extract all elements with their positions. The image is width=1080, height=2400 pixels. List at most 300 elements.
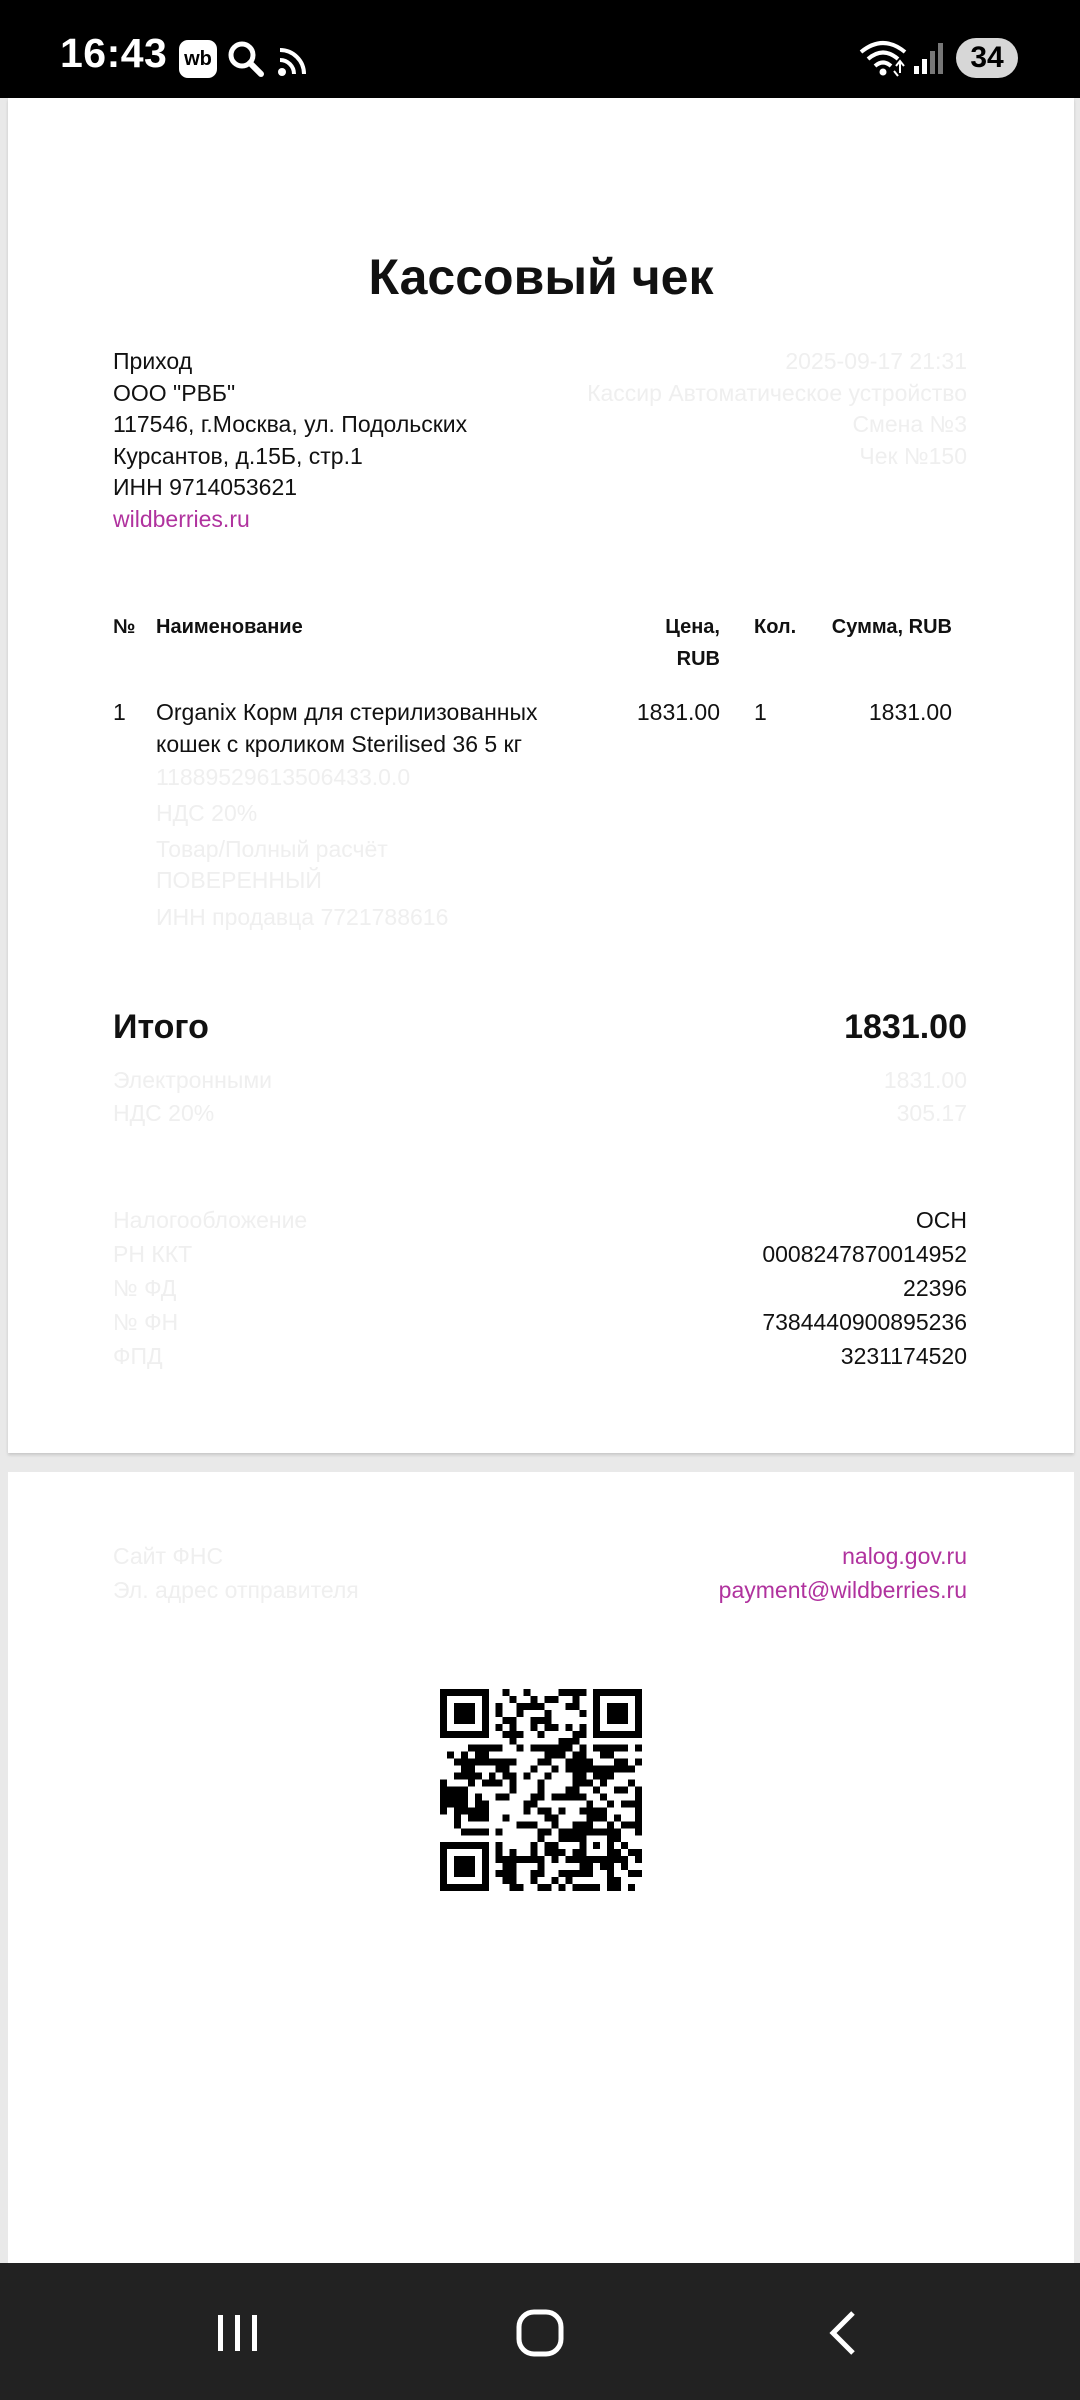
fns-site-link[interactable]: nalog.gov.ru [842,1543,967,1569]
qr-module [454,1710,461,1717]
qr-module [468,1863,475,1870]
qr-module [551,1724,558,1731]
qr-module [600,1731,607,1738]
fiscal-info [113,1203,967,1373]
qr-module [503,1773,510,1780]
qr-module [607,1842,614,1849]
qr-module [489,1745,496,1752]
qr-module [461,1787,468,1794]
seller-site-link[interactable]: wildberries.ru [113,505,250,532]
qr-module [482,1800,489,1807]
qr-module [628,1884,635,1891]
qr-module [440,1703,447,1710]
qr-module [558,1793,565,1800]
qr-module [510,1870,517,1877]
qr-module [551,1696,558,1703]
qr-module [565,1766,572,1773]
qr-module [607,1863,614,1870]
qr-module [468,1731,475,1738]
fn-row [113,1305,967,1339]
qr-module [482,1870,489,1877]
qr-module [593,1766,600,1773]
qr-module [524,1703,531,1710]
qr-module [503,1877,510,1884]
qr-module [454,1703,461,1710]
qr-module [565,1870,572,1877]
qr-module [579,1724,586,1731]
qr-module [440,1780,447,1787]
qr-module [461,1717,468,1724]
qr-module [572,1793,579,1800]
qr-module [440,1710,447,1717]
qr-module [475,1828,482,1835]
item-name-line1: Organix Корм для стерилизованных [156,699,538,725]
qr-module [593,1787,600,1794]
qr-module [572,1766,579,1773]
receipt-meta [587,346,967,472]
qr-module [475,1689,482,1696]
taxation-label: Налогообложение [113,1207,308,1233]
qr-module [510,1877,517,1884]
qr-module [635,1821,642,1828]
recent-apps-icon[interactable] [208,2303,268,2363]
qr-module [558,1884,565,1891]
qr-module [600,1793,607,1800]
qr-module [510,1849,517,1856]
qr-module [475,1745,482,1752]
qr-module [482,1814,489,1821]
qr-module [635,1800,642,1807]
seller-info [113,346,467,535]
qr-module [468,1759,475,1766]
qr-module [593,1696,600,1703]
qr-module [544,1745,551,1752]
qr-module [579,1807,586,1814]
qr-module [468,1703,475,1710]
qr-module [558,1828,565,1835]
qr-module [565,1877,572,1884]
qr-module [482,1724,489,1731]
qr-module [468,1717,475,1724]
qr-module [565,1724,572,1731]
qr-module [461,1870,468,1877]
qr-module [503,1731,510,1738]
qr-module [447,1689,454,1696]
qr-module [482,1696,489,1703]
qr-module [531,1800,538,1807]
electronic-label: Электронными [113,1067,273,1093]
qr-module [461,1807,468,1814]
qr-module [586,1800,593,1807]
qr-module [593,1703,600,1710]
qr-module [635,1849,642,1856]
qr-module [524,1773,531,1780]
qr-module [586,1814,593,1821]
qr-module [635,1724,642,1731]
qr-module [600,1752,607,1759]
status-bar [0,0,1080,98]
qr-module [544,1724,551,1731]
qr-module [628,1766,635,1773]
fn-value: 7384440900895236 [762,1309,967,1335]
item-num: 1 [113,699,126,725]
qr-module [440,1731,447,1738]
qr-module [565,1738,572,1745]
qr-module [454,1856,461,1863]
qr-module [572,1870,579,1877]
qr-module [447,1793,454,1800]
qr-module [565,1703,572,1710]
qr-module [593,1814,600,1821]
qr-module [440,1689,447,1696]
qr-module [614,1766,621,1773]
seller-company: ООО "РВБ" [113,379,236,406]
qr-module [531,1877,538,1884]
qr-module [635,1856,642,1863]
qr-module [558,1870,565,1877]
qr-module [454,1717,461,1724]
qr-module [496,1828,503,1835]
qr-module [538,1793,545,1800]
taxation-row [113,1203,967,1237]
qr-module [635,1696,642,1703]
qr-module [454,1689,461,1696]
operation-type: Приход [113,348,193,374]
qr-module [454,1731,461,1738]
qr-module [586,1863,593,1870]
check-number: Чек №150 [859,442,967,469]
qr-module [482,1731,489,1738]
sender-email-row [113,1573,967,1607]
qr-module [551,1745,558,1752]
qr-module [607,1703,614,1710]
qr-module [579,1766,586,1773]
qr-module [607,1773,614,1780]
qr-module [614,1856,621,1863]
qr-module [579,1731,586,1738]
qr-module [621,1745,628,1752]
qr-module [531,1766,538,1773]
qr-module [579,1752,586,1759]
qr-module [586,1821,593,1828]
sender-email-label: Эл. адрес отправителя [113,1577,359,1603]
qr-module [489,1773,496,1780]
qr-module [510,1731,517,1738]
qr-module [614,1759,621,1766]
qr-module [558,1745,565,1752]
qr-module [544,1828,551,1835]
qr-module [440,1800,447,1807]
qr-module [468,1710,475,1717]
qr-module [496,1793,503,1800]
qr-module [461,1800,468,1807]
electronic-value: 1831.00 [883,1067,967,1093]
qr-module [607,1884,614,1891]
qr-module [531,1745,538,1752]
qr-module [586,1766,593,1773]
qr-module [461,1710,468,1717]
qr-module [635,1703,642,1710]
qr-module [538,1745,545,1752]
qr-module [503,1814,510,1821]
qr-module [461,1703,468,1710]
qr-module [607,1800,614,1807]
fpd-row [113,1339,967,1373]
qr-module [544,1842,551,1849]
qr-module [607,1870,614,1877]
qr-module [600,1807,607,1814]
qr-module [468,1884,475,1891]
qr-module [628,1780,635,1787]
item-subject-line2: ПОВЕРЕННЫЙ [156,867,322,893]
qr-module [496,1849,503,1856]
qr-module [544,1710,551,1717]
qr-module [558,1849,565,1856]
qr-module [517,1745,524,1752]
qr-module [475,1759,482,1766]
qr-module [558,1752,565,1759]
qr-module [579,1821,586,1828]
qr-module [572,1849,579,1856]
qr-module [440,1696,447,1703]
qr-module [607,1717,614,1724]
qr-module [538,1835,545,1842]
payment-breakdown [113,1064,967,1130]
back-icon[interactable] [815,2303,875,2363]
seller-inn: ИНН 9714053621 [113,474,298,500]
qr-module [510,1856,517,1863]
qr-module [551,1877,558,1884]
qr-module [628,1800,635,1807]
qr-module [475,1884,482,1891]
header-price-line1: Цена, [665,616,720,638]
qr-module [621,1703,628,1710]
qr-module [531,1821,538,1828]
qr-module [551,1793,558,1800]
qr-module [461,1759,468,1766]
qr-module [544,1884,551,1891]
home-icon[interactable] [510,2303,570,2363]
qr-module [440,1787,447,1794]
qr-module [461,1856,468,1863]
qr-module [635,1870,642,1877]
qr-module [454,1800,461,1807]
qr-module [579,1710,586,1717]
fn-label: № ФН [113,1309,179,1335]
qr-module [614,1703,621,1710]
qr-module [468,1780,475,1787]
qr-module [440,1717,447,1724]
qr-module [482,1689,489,1696]
qr-module [524,1689,531,1696]
qr-module [579,1870,586,1877]
qr-module [538,1884,545,1891]
fd-value: 22396 [903,1275,967,1301]
qr-module [635,1828,642,1835]
qr-module [503,1870,510,1877]
qr-module [454,1884,461,1891]
qr-module [468,1870,475,1877]
taxation-value: ОСН [915,1207,967,1233]
qr-module [510,1738,517,1745]
qr-module [614,1731,621,1738]
qr-module [440,1793,447,1800]
qr-module [482,1828,489,1835]
qr-module [544,1849,551,1856]
qr-module [551,1814,558,1821]
qr-module [461,1773,468,1780]
qr-module [461,1793,468,1800]
qr-module [440,1724,447,1731]
qr-module [440,1877,447,1884]
qr-module [461,1689,468,1696]
qr-code [440,1689,642,1891]
qr-module [614,1849,621,1856]
qr-module [635,1717,642,1724]
qr-module [544,1717,551,1724]
qr-module [482,1856,489,1863]
qr-module [454,1842,461,1849]
item-name-line2: кошек с кроликом Sterilised 36 5 кг [156,731,523,757]
qr-module [461,1766,468,1773]
seller-address-line2: Курсантов, д.15Б, стр.1 [113,442,363,469]
qr-module [635,1710,642,1717]
qr-module [538,1828,545,1835]
qr-module [468,1856,475,1863]
qr-module [468,1689,475,1696]
total-label: Итого [113,1008,209,1046]
qr-module [475,1842,482,1849]
qr-module [628,1870,635,1877]
qr-module [586,1870,593,1877]
qr-module [461,1884,468,1891]
qr-module [510,1696,517,1703]
qr-module [496,1759,503,1766]
qr-module [579,1856,586,1863]
qr-module [593,1710,600,1717]
qr-module [565,1745,572,1752]
qr-module [538,1780,545,1787]
qr-module [482,1717,489,1724]
cashier: Кассир Автоматическое устройство [587,379,967,406]
qr-module [593,1828,600,1835]
qr-module [538,1717,545,1724]
qr-module [628,1849,635,1856]
qr-module [496,1766,503,1773]
fd-label: № ФД [113,1275,177,1301]
vat-total-label: НДС 20% [113,1100,215,1126]
qr-module [468,1807,475,1814]
fd-row [113,1271,967,1305]
qr-module [621,1731,628,1738]
qr-module [531,1856,538,1863]
rn-kkt-value: 0008247870014952 [762,1241,967,1267]
qr-module [440,1842,447,1849]
qr-module [579,1849,586,1856]
qr-module [607,1828,614,1835]
status-time: 16:43 [60,30,168,76]
qr-module [579,1745,586,1752]
qr-module [572,1773,579,1780]
qr-module [572,1828,579,1835]
qr-module [454,1773,461,1780]
item-qty: 1 [754,699,767,725]
qr-module [489,1780,496,1787]
qr-module [475,1800,482,1807]
receipt-page-2 [8,1472,1074,2263]
qr-module [531,1793,538,1800]
qr-module [635,1759,642,1766]
qr-module [614,1884,621,1891]
qr-module [579,1759,586,1766]
qr-module [593,1773,600,1780]
qr-module [551,1821,558,1828]
qr-module [579,1689,586,1696]
qr-module [496,1856,503,1863]
qr-module [538,1870,545,1877]
qr-module [593,1842,600,1849]
wifi-icon [858,38,908,78]
qr-module [565,1856,572,1863]
qr-module [482,1877,489,1884]
qr-module [614,1787,621,1794]
qr-module [503,1856,510,1863]
qr-module [531,1870,538,1877]
qr-module [572,1780,579,1787]
qr-module [621,1800,628,1807]
qr-module [586,1759,593,1766]
search-icon [226,39,266,79]
item-details [156,762,448,933]
qr-module [572,1703,579,1710]
qr-module [454,1793,461,1800]
rn-kkt-row [113,1237,967,1271]
qr-module [607,1745,614,1752]
qr-module [531,1717,538,1724]
header-sum: Сумма, RUB [831,616,952,638]
qr-module [628,1821,635,1828]
qr-module [461,1863,468,1870]
rss-icon [276,44,310,78]
qr-module [565,1835,572,1842]
qr-module [579,1835,586,1842]
qr-module [503,1759,510,1766]
qr-module [531,1724,538,1731]
sender-email-link[interactable]: payment@wildberries.ru [718,1577,967,1603]
qr-module [454,1821,461,1828]
wb-app-icon: wb [179,40,217,78]
qr-module [593,1731,600,1738]
qr-module [621,1689,628,1696]
qr-module [607,1689,614,1696]
qr-module [600,1780,607,1787]
header-num: № [113,616,136,638]
qr-module [468,1814,475,1821]
qr-module [593,1884,600,1891]
qr-module [440,1870,447,1877]
qr-module [468,1766,475,1773]
qr-module [454,1759,461,1766]
qr-module [447,1800,454,1807]
qr-module [565,1689,572,1696]
header-qty: Кол. [754,616,797,638]
qr-module [572,1884,579,1891]
qr-module [621,1856,628,1863]
qr-module [510,1787,517,1794]
qr-module [496,1710,503,1717]
qr-module [531,1703,538,1710]
qr-module [538,1759,545,1766]
